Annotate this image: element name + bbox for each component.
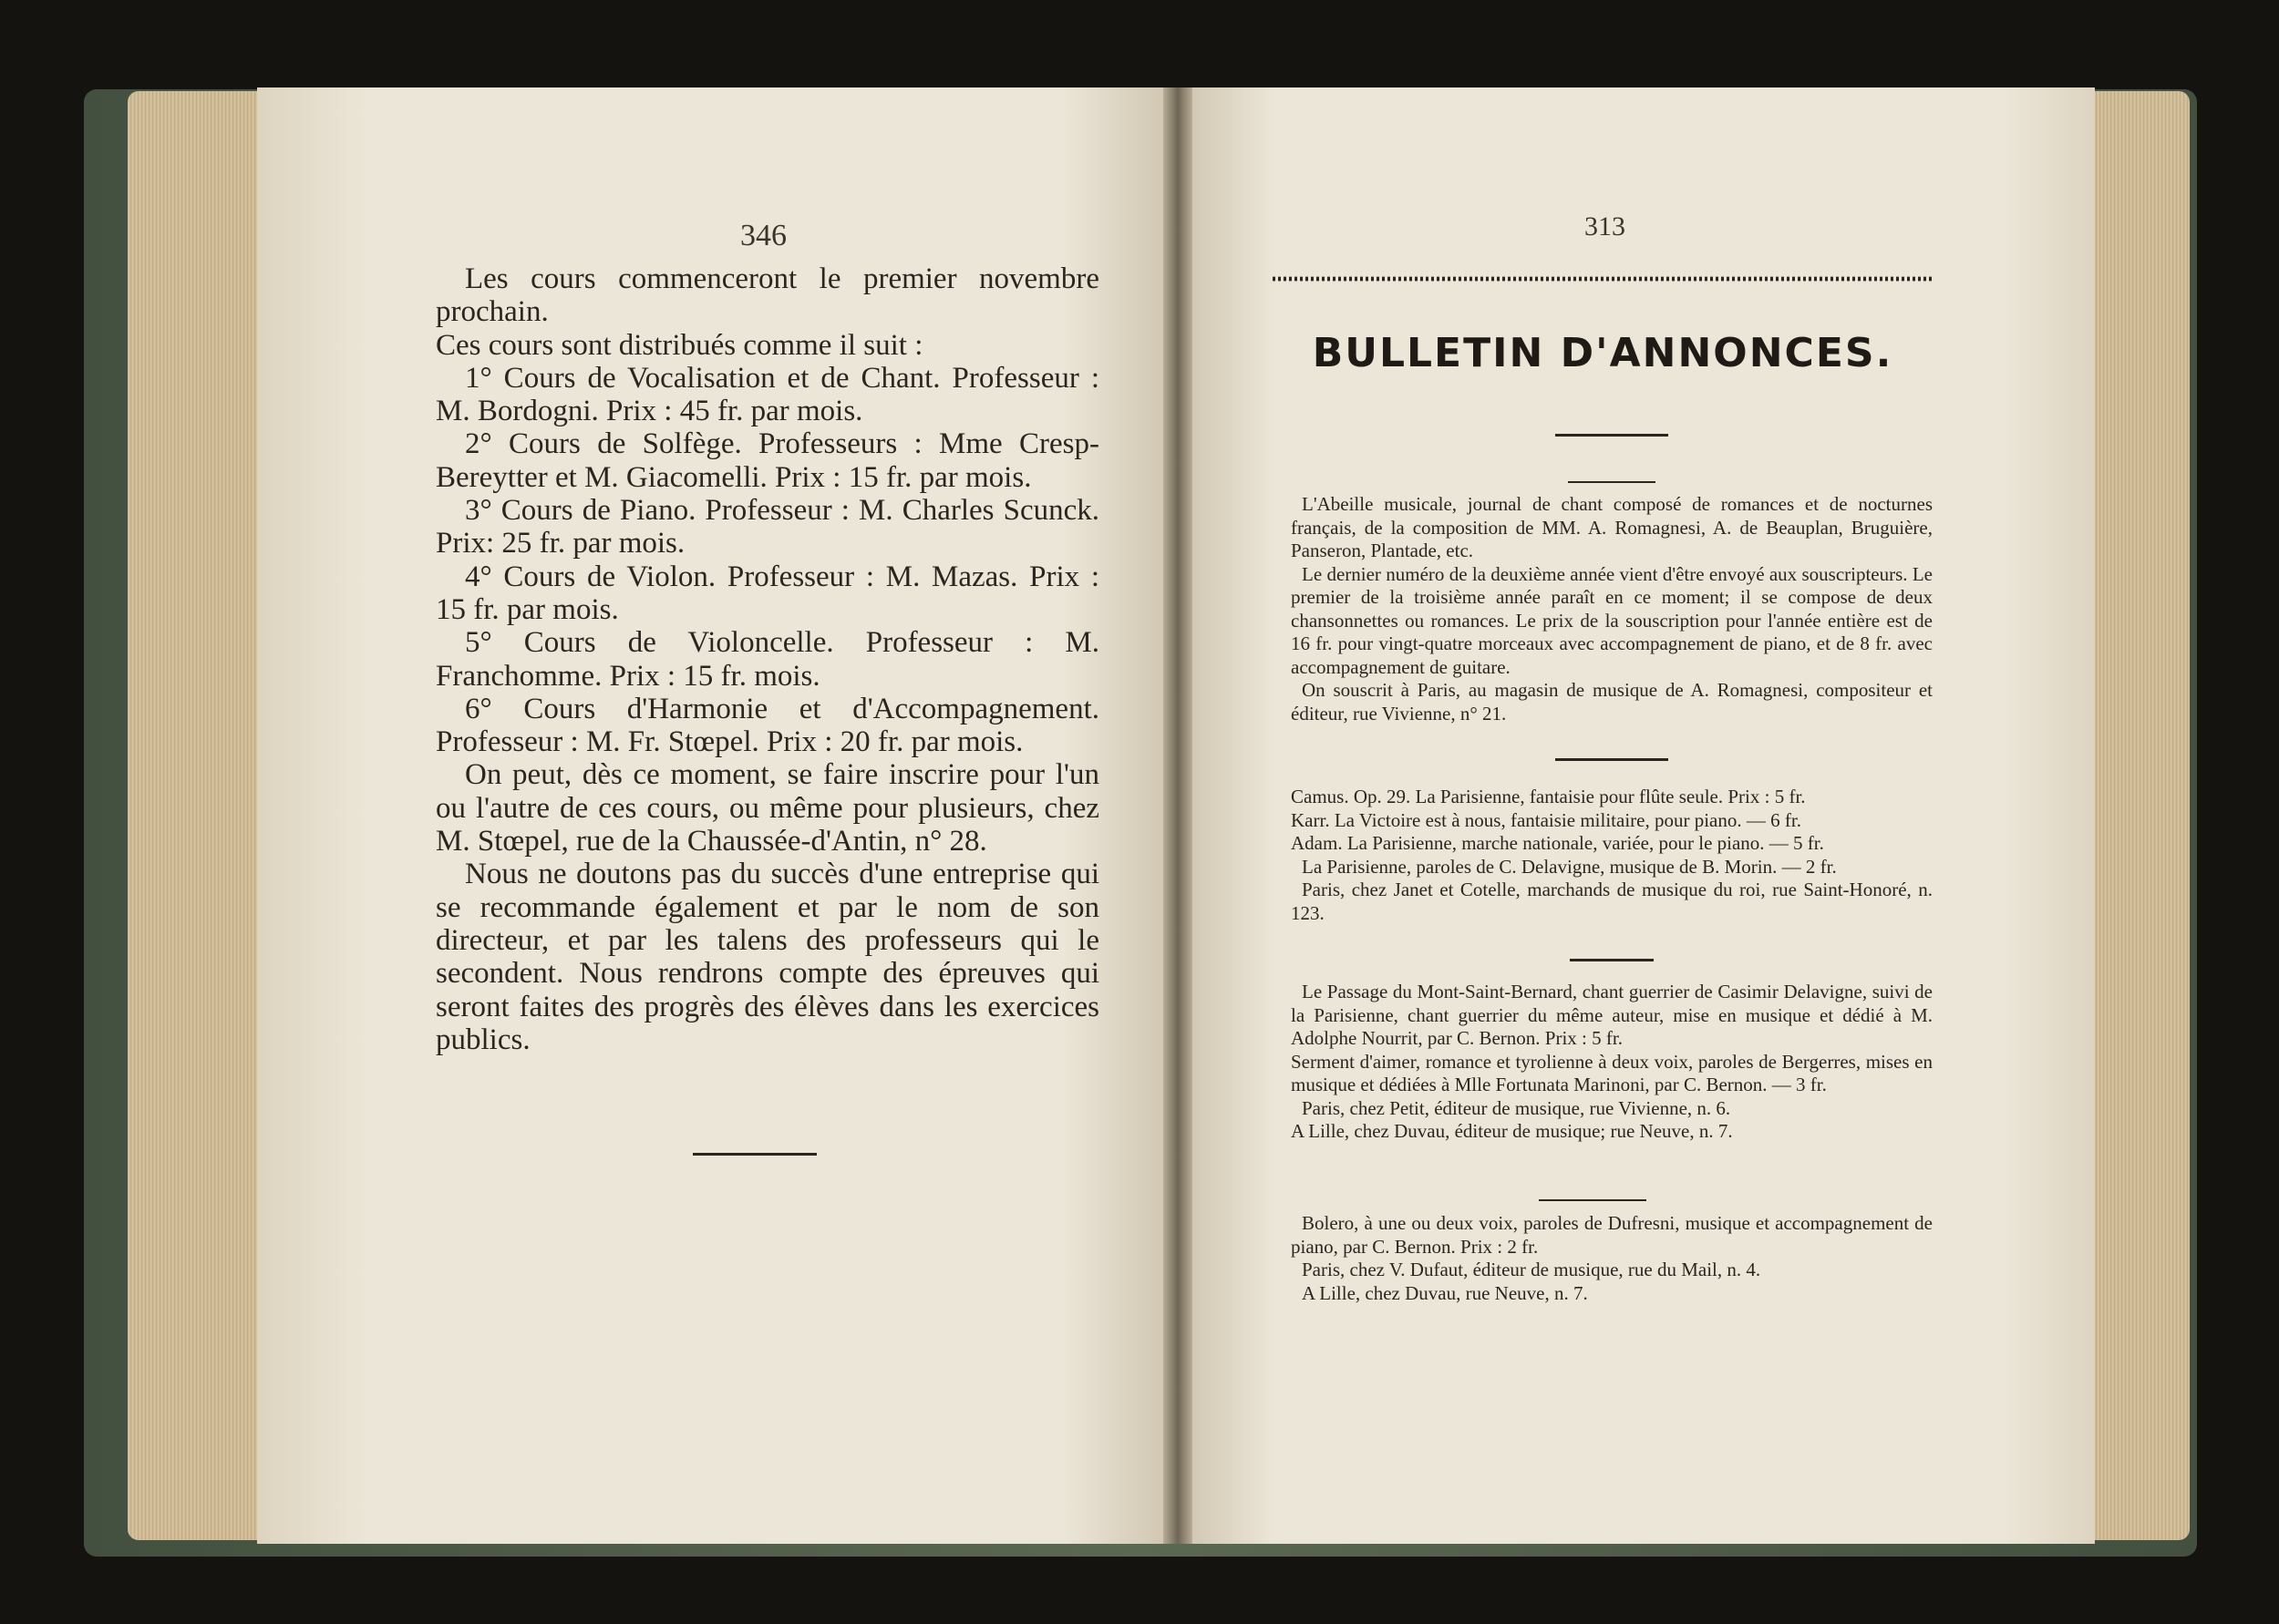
paragraph: L'Abeille musicale, journal de chant composé de romances et de nocturnes français, de la composition de MM. A. Romagnesi, A. de Beauplan, Bruguière, Panseron, Plantade, etc. <box>1291 493 1933 561</box>
list-item: Paris, chez Janet et Cotelle, marchands de musique du roi, rue Saint-Honoré, n. 123. <box>1291 879 1933 924</box>
paragraph: Paris, chez V. Dufaut, éditeur de musique, rue du Mail, n. 4. <box>1302 1259 1761 1280</box>
right-page-number: 313 <box>1584 211 1625 242</box>
section-divider <box>1539 1199 1646 1201</box>
page-edges-right <box>2089 91 2190 1540</box>
paragraph: 2° Cours de Solfège. Professeurs : Mme Cresp-Bereytter et M. Giacomelli. Prix : 15 fr. par mois. <box>436 427 1099 494</box>
paragraph: 5° Cours de Violoncelle. Professeur : M. Franchomme. Prix : 15 fr. mois. <box>436 626 1099 693</box>
page-edges-left <box>128 91 264 1540</box>
left-page-number: 346 <box>740 219 787 252</box>
paragraph: 1° Cours de Vocalisation et de Chant. Professeur : M. Bordogni. Prix : 45 fr. par mois. <box>436 361 1099 428</box>
list-item: Camus. Op. 29. La Parisienne, fantaisie pour flûte seule. Prix : 5 fr. <box>1291 786 1806 807</box>
announcement-abeille <box>1291 493 1933 725</box>
paragraph: Le dernier numéro de la deuxième année vient d'être envoyé aux souscripteurs. Le premier de la troisième année paraît en ce moment; il se compose de deux chansonnettes ou romances. Le prix de la souscription pour l'année entière est de 16 fr. pour vingt-quatre morceaux avec accompagnement de piano, et de 8 fr. avec accompagnement de guitare. <box>1291 562 1933 678</box>
section-divider <box>1568 481 1655 483</box>
paragraph: On peut, dès ce moment, se faire inscrire pour l'un ou l'autre de ces cours, ou même pour plusieurs, chez M. Stœpel, rue de la Chaussée-d'Antin, n° 28. <box>436 758 1099 858</box>
paragraph: Ces cours sont distribués comme il suit : <box>436 328 923 362</box>
left-page-body <box>436 262 1099 1056</box>
list-item: Karr. La Victoire est à nous, fantaisie militaire, pour piano. — 6 fr. <box>1291 808 1801 831</box>
list-item: Adam. La Parisienne, marche nationale, variée, pour le piano. — 5 fr. <box>1291 832 1824 854</box>
paragraph: A Lille, chez Duvau, éditeur de musique; rue Neuve, n. 7. <box>1291 1120 1733 1142</box>
paragraph: Bolero, à une ou deux voix, paroles de Dufresni, musique et accompagnement de piano, par C. Bernon. Prix : 2 fr. <box>1291 1212 1933 1258</box>
paragraph: Serment d'aimer, romance et tyrolienne à deux voix, paroles de Bergerres, mises en musique et dédiées à Mlle Fortunata Marinoni, par C. Bernon. — 3 fr. <box>1291 1050 1933 1095</box>
paragraph: 3° Cours de Piano. Professeur : M. Charles Scunck. Prix: 25 fr. par mois. <box>436 494 1099 560</box>
announcement-bernon <box>1291 981 1933 1144</box>
list-item: La Parisienne, paroles de C. Delavigne, musique de B. Morin. — 2 fr. <box>1302 855 1837 878</box>
bulletin-title: BULLETIN D'ANNONCES. <box>1312 330 1893 376</box>
book-gutter <box>1163 87 1192 1544</box>
paragraph: Le Passage du Mont-Saint-Bernard, chant guerrier de Casimir Delavigne, suivi de la Parisienne, chant guerrier du même auteur, mise en musique et dédié à M. Adolphe Nourrit, par C. Bernon. Prix : 5 fr. <box>1291 981 1933 1049</box>
paragraph: Paris, chez Petit, éditeur de musique, rue Vivienne, n. 6. <box>1302 1096 1731 1119</box>
paragraph: 6° Cours d'Harmonie et d'Accompagnement. Professeur : M. Fr. Stœpel. Prix : 20 fr. par mois. <box>436 692 1099 759</box>
paragraph: Les cours commenceront le premier novembre prochain. <box>436 262 1099 329</box>
announcement-parisienne <box>1291 786 1933 925</box>
section-divider <box>693 1153 817 1156</box>
paragraph: Nous ne doutons pas du succès d'une entreprise qui se recommande également et par le nom de son directeur, et par les talens des professeurs qui le secondent. Nous rendrons compte des épreuves qui seront faites des progrès des élèves dans les exercices publics. <box>436 858 1099 1056</box>
paragraph: A Lille, chez Duvau, rue Neuve, n. 7. <box>1302 1281 1588 1304</box>
ornament-divider <box>1555 434 1668 437</box>
paragraph: 4° Cours de Violon. Professeur : M. Mazas. Prix : 15 fr. par mois. <box>436 560 1099 626</box>
section-divider <box>1570 959 1654 961</box>
section-divider <box>1555 758 1668 761</box>
announcement-bolero <box>1291 1212 1933 1305</box>
paragraph: On souscrit à Paris, au magasin de musique de A. Romagnesi, compositeur et éditeur, rue Vivienne, n° 21. <box>1291 679 1933 725</box>
